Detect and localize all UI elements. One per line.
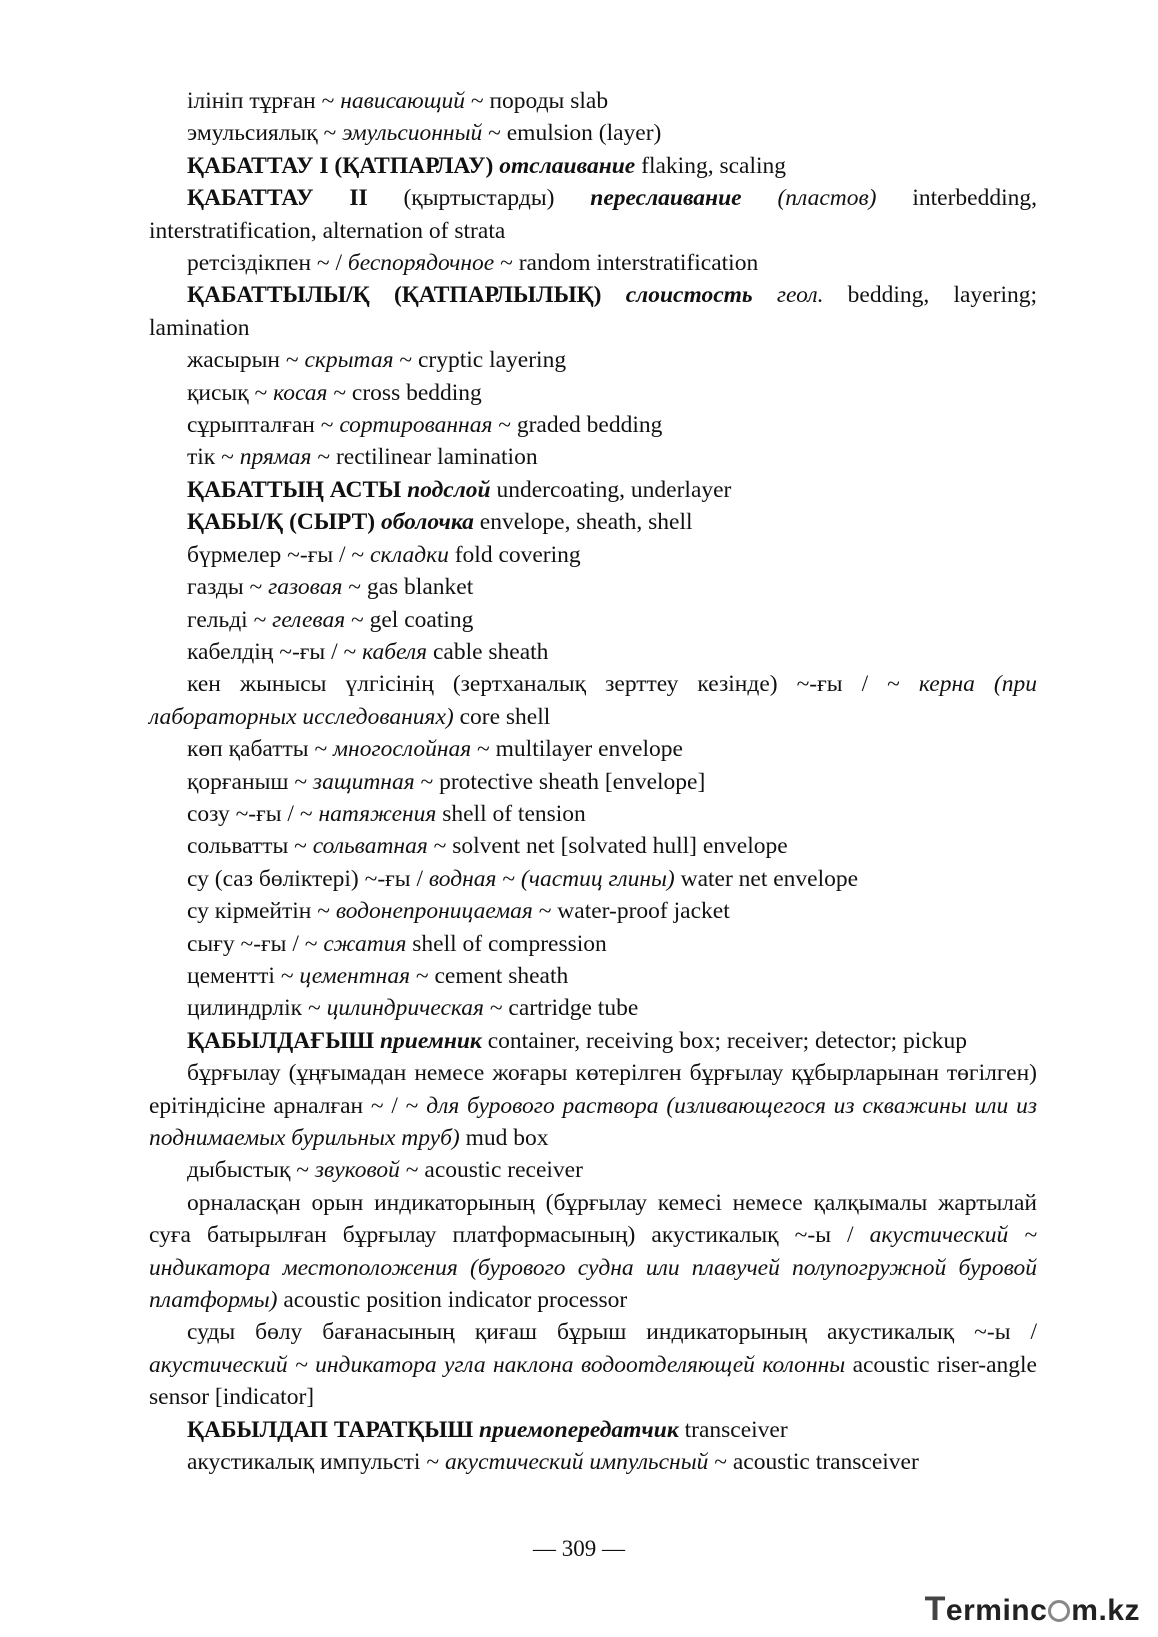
dictionary-subentry <box>149 830 1037 862</box>
entry-text: суды бөлу бағанасының қиғаш бұрыш индикаторының акустикалық ~-ы / <box>187 1319 1037 1346</box>
entry-text: ~ cement sheath <box>410 962 569 989</box>
russian-text: акустический ~ индикатора местоположения (бурового судна или плавучей полупогружной буровой платформы) <box>149 1222 1037 1314</box>
headword: ҚАБЫ/Қ (СЫРТ) <box>187 509 381 536</box>
entry-text: тік ~ <box>187 444 240 471</box>
entry-text: көп қабатты ~ <box>187 736 334 763</box>
dictionary-subentry <box>149 441 1037 473</box>
entry-text: ~ solvent net [solvated hull] envelope <box>427 833 788 860</box>
entry-text: envelope, sheath, shell <box>473 509 693 536</box>
dictionary-subentry <box>149 863 1037 895</box>
entry-text: acoustic position indicator processor <box>277 1287 628 1314</box>
entry-text: ~ gas blanket <box>342 574 474 601</box>
entry-text: ~ cartridge tube <box>483 995 639 1022</box>
entry-text: acoustic riser-angle sensor [indicator] <box>149 1351 1037 1411</box>
russian-text: цементная <box>299 962 410 989</box>
entry-text: ~ graded bedding <box>492 412 663 439</box>
entry-text: бүрмелер ~-ғы / ~ <box>187 541 371 568</box>
dictionary-subentry <box>149 766 1037 798</box>
entry-text: ~ random interstratification <box>494 250 759 277</box>
dictionary-subentry <box>149 604 1037 636</box>
entry-text: дыбыстық ~ <box>187 1157 315 1184</box>
russian-text: беспорядочное <box>347 250 495 277</box>
entry-text: fold covering <box>448 541 581 568</box>
russian-text: прямая <box>239 444 312 471</box>
russian-text: (частиц глины) <box>520 865 675 892</box>
russian-text: эмульсионный <box>342 120 483 147</box>
entry-text: shell of tension <box>436 800 586 827</box>
dictionary-entry <box>149 668 1037 733</box>
entry-text <box>753 282 777 308</box>
russian-term: слоистость <box>625 282 753 309</box>
dictionary-subentry <box>149 571 1037 603</box>
entry-text: цементті ~ <box>187 962 300 989</box>
entry-text: container, receiving box; receiver; detector; pickup <box>481 1027 968 1054</box>
dictionary-entry <box>149 506 1037 538</box>
dictionary-entry <box>149 1025 1037 1057</box>
russian-text: нависающий <box>340 88 465 114</box>
entry-text <box>742 185 778 211</box>
dictionary-entry <box>149 474 1037 506</box>
entry-text: ретсіздікпен ~ / <box>187 250 348 277</box>
entry-text: transceiver <box>678 1416 788 1443</box>
dictionary-subentry <box>149 377 1037 409</box>
entry-text: қисық ~ <box>187 379 274 406</box>
entry-text: созу ~-ғы / ~ <box>187 800 319 827</box>
dictionary-subentry <box>149 1154 1037 1186</box>
headword: ҚАБЫЛДАП ТАРАТҚЫШ <box>187 1416 480 1443</box>
entry-text: су (саз бөліктері) ~-ғы / <box>187 865 429 892</box>
dictionary-subentry <box>149 539 1037 571</box>
headword: ҚАБЫЛДАҒЫШ <box>187 1027 380 1054</box>
entry-text: interbedding, interstratification, alternation of strata <box>149 185 1038 244</box>
russian-term: приемопередатчик <box>479 1416 679 1443</box>
entry-text: эмульсиялық ~ <box>187 120 343 147</box>
dictionary-subentry <box>149 992 1037 1024</box>
headword: ҚАБАТТЫҢ АСТЫ <box>187 476 408 503</box>
entry-text: кабелдің ~-ғы / ~ <box>187 638 363 665</box>
dictionary-subentry <box>149 798 1037 830</box>
headword: ҚАБАТТАУ ІІ <box>187 185 368 212</box>
russian-text: сольватная <box>312 833 428 860</box>
entry-text: ~ rectilinear lamination <box>311 444 538 471</box>
russian-text: кабеля <box>362 638 428 665</box>
russian-text: водная <box>428 865 497 892</box>
entry-text: ~ <box>496 865 521 892</box>
entry-text: ~ water-proof jacket <box>532 898 730 925</box>
entry-text: сұрыпталған ~ <box>187 412 340 439</box>
headword: ҚАБАТТЫЛЫ/Қ (ҚАТПАРЛЫЛЫҚ) <box>187 282 626 309</box>
entry-text: акустикалық импульсті ~ <box>187 1449 445 1476</box>
russian-text: многослойная <box>333 736 472 763</box>
russian-text: акустический импульсный <box>444 1449 709 1476</box>
headword: ҚАБАТТАУ І (ҚАТПАРЛАУ) <box>187 152 500 179</box>
russian-text: косая <box>273 379 328 406</box>
russian-term: переслаивание <box>590 185 742 212</box>
entry-text: жасырын ~ <box>187 347 305 374</box>
russian-text: цилиндрическая <box>326 995 484 1022</box>
dictionary-subentry <box>149 733 1037 765</box>
dictionary-subentry <box>149 409 1037 441</box>
dictionary-entry <box>149 1316 1037 1413</box>
entry-text: ~ acoustic receiver <box>399 1157 583 1184</box>
russian-text: керна (при лабораторных исследованиях) <box>149 671 1037 730</box>
entry-text: ~ cross bedding <box>327 379 482 406</box>
entry-text: сольватты ~ <box>187 833 313 860</box>
entry-text: cable sheath <box>427 638 549 665</box>
dictionary-subentry <box>149 928 1037 960</box>
russian-term: отслаивание <box>499 152 636 179</box>
russian-text: для бурового раствора (изливающегося из скважины или из поднимаемых бурильных труб) <box>149 1092 1037 1151</box>
entry-text: цилиндрлік ~ <box>187 995 327 1022</box>
dictionary-subentry <box>149 247 1037 279</box>
entry-text: mud box <box>459 1125 549 1151</box>
dictionary-entry <box>149 279 1037 344</box>
entry-text: shell of compression <box>406 930 607 957</box>
dictionary-subentry <box>149 85 1037 117</box>
entry-text: орналасқан орын индикаторының (бұрғылау кемесі немесе қалқымалы жартылай суға батырылған бұрғылау платформасының) акустикалық ~-ы / <box>149 1189 1037 1249</box>
dictionary-subentry <box>149 636 1037 668</box>
dictionary-subentry <box>149 960 1037 992</box>
entry-text: бұрғылау (ұңғымадан немесе жоғары көтерілген бұрғылау құбырларынан төгілген) ерітіндісіне арналған ~ / ~ <box>149 1060 1037 1119</box>
russian-text: звуковой <box>314 1157 400 1184</box>
entry-text: ~ cryptic layering <box>393 347 567 374</box>
entry-text: газды ~ <box>187 574 269 601</box>
dictionary-entry <box>149 1414 1037 1446</box>
russian-text: сжатия <box>323 930 407 957</box>
entry-text: ~ emulsion (layer) <box>482 120 662 147</box>
entry-text: су кірмейтін ~ <box>187 898 336 925</box>
russian-term: приемник <box>379 1027 482 1054</box>
entry-text: bedding, layering; lamination <box>149 282 1037 341</box>
russian-text: водонепроницаемая <box>335 898 533 925</box>
russian-text: складки <box>370 541 449 568</box>
page-number: — 309 — <box>533 1536 625 1561</box>
dictionary-entry <box>149 1187 1037 1317</box>
termincom-logo: Terminc m.kz <box>924 1590 1140 1628</box>
russian-text: газовая <box>268 574 343 601</box>
russian-text: натяжения <box>318 800 437 827</box>
entry-text: (қыртыстарды) <box>367 185 591 212</box>
entry-text: core shell <box>453 703 551 730</box>
entry-text: кен жынысы үлгісінің (зертханалық зерттеу кезінде) ~-ғы / ~ <box>187 671 919 698</box>
dictionary-subentry <box>149 117 1037 149</box>
entry-text: сығу ~-ғы / ~ <box>187 930 324 957</box>
entry-text: ~ acoustic transceiver <box>708 1449 919 1476</box>
entry-text: қорғаныш ~ <box>187 768 313 795</box>
entry-text: undercoating, underlayer <box>490 476 732 503</box>
russian-term: подслой <box>407 476 491 503</box>
entry-text: ~ multilayer envelope <box>471 736 683 763</box>
dictionary-entry <box>149 150 1037 182</box>
russian-text: геол. <box>776 282 824 309</box>
dictionary-entry <box>149 182 1037 247</box>
dictionary-subentry <box>149 895 1037 927</box>
entry-text: water net envelope <box>674 865 859 892</box>
dictionary-entry <box>149 1057 1037 1154</box>
dictionary-subentry <box>149 1446 1037 1478</box>
russian-text: сортированная <box>339 412 493 439</box>
entry-text: ілініп тұрған ~ <box>187 88 341 114</box>
russian-text: скрытая <box>304 347 394 374</box>
dictionary-subentry <box>149 344 1037 376</box>
entry-text: ~ protective sheath [envelope] <box>414 768 706 795</box>
russian-text: акустический ~ индикатора угла наклона водоотделяющей колонны <box>149 1351 846 1378</box>
entry-text: ~ породы slab <box>464 88 609 114</box>
entry-text: гельді ~ <box>187 606 273 633</box>
russian-text: защитная <box>312 768 415 795</box>
dictionary-page <box>149 85 1037 1478</box>
russian-text: (пластов) <box>777 185 877 212</box>
entry-text: ~ gel coating <box>345 606 474 633</box>
entry-text: flaking, scaling <box>635 152 787 179</box>
russian-term: оболочка <box>380 509 474 536</box>
russian-text: гелевая <box>272 606 346 633</box>
